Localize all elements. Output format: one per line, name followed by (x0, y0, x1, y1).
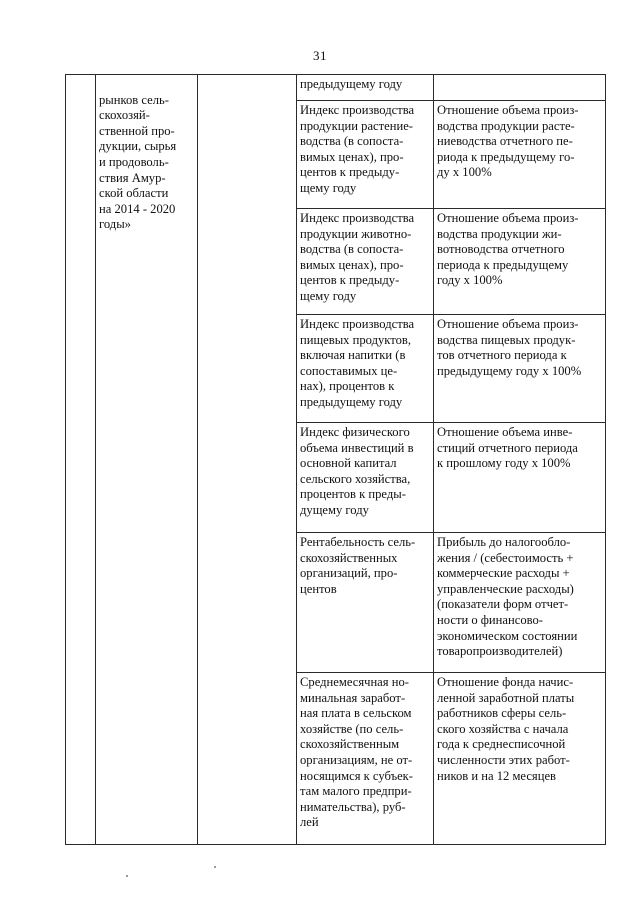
method-cell (434, 101, 606, 209)
indicator-text: Индекс производства пищевых продуктов, включая напитки (в сопоставимых це- нах), процентов к предыдущему году (300, 317, 415, 409)
method-text: Прибыль до налогообло- жения / (себестоимость + коммерческие расходы + управленческие расходы) (показатели форм отчет- ности о финансово- экономическом состоянии товаропроизводителей) (437, 535, 578, 659)
method-cell (434, 423, 606, 533)
indicator-text: Среднемесячная но- минальная заработ- ная плата в сельском хозяйстве (по сель- скохозяйственным организациям, не от- носящимся к субъек- там малого предпри- нимательства), руб- лей (300, 675, 413, 830)
method-text: Отношение фонда начис- ленной заработной платы работников сферы сель- ского хозяйства с начала года к среднесписочной численности этих работ- ников и на 12 месяцев (437, 675, 575, 783)
indicator-cell (297, 315, 434, 423)
indicator-cell (297, 75, 434, 101)
method-text: Отношение объема произ- водства продукции жи- вотноводства отчетного периода к предыдущему году х 100% (437, 211, 579, 288)
indicator-cell (297, 423, 434, 533)
page-number: 31 (313, 48, 327, 63)
method-text: Отношение объема произ- водства продукции расте- ниеводства отчетного пе- риода к предыдущему го- ду х 100% (437, 103, 579, 180)
scan-speck (126, 875, 128, 877)
indicator-text: Индекс физического объема инвестиций в основной капитал сельского хозяйства, процентов к преды- дущему году (300, 425, 414, 517)
method-cell (434, 209, 606, 315)
method-cell (434, 315, 606, 423)
indicator-cell (297, 209, 434, 315)
program-name-cell (96, 75, 198, 845)
method-cell (434, 673, 606, 845)
method-cell (434, 533, 606, 673)
method-text: Отношение объема инве- стиций отчетного периода к прошлому году х 100% (437, 425, 578, 471)
indicator-cell (297, 533, 434, 673)
indicator-text: Индекс производства продукции растение- водства (в сопоста- вимых ценах), про- центов к предыду- щему году (300, 103, 415, 195)
scan-speck (214, 866, 216, 868)
method-cell (434, 75, 606, 101)
table-row (66, 75, 606, 101)
indicator-text: Рентабельность сель- скохозяйственных организаций, про- центов (300, 535, 416, 596)
blank-column-cell (198, 75, 297, 845)
indicators-table (65, 74, 606, 845)
indicator-cell (297, 101, 434, 209)
indicator-text: Индекс производства продукции животно- водства (в сопоста- вимых ценах), про- центов к предыду- щему году (300, 211, 415, 303)
indicator-text: предыдущему году (300, 77, 403, 91)
indicator-cell (297, 673, 434, 845)
program-name-text: рынков сель- скохозяй- ственной про- дукции, сырья и продоволь- ствия Амур- ской области на 2014 - 2020 годы» (99, 92, 177, 232)
number-column-cell (66, 75, 96, 845)
method-text: Отношение объема произ- водства пищевых продук- тов отчетного периода к предыдущему году х 100% (437, 317, 582, 378)
